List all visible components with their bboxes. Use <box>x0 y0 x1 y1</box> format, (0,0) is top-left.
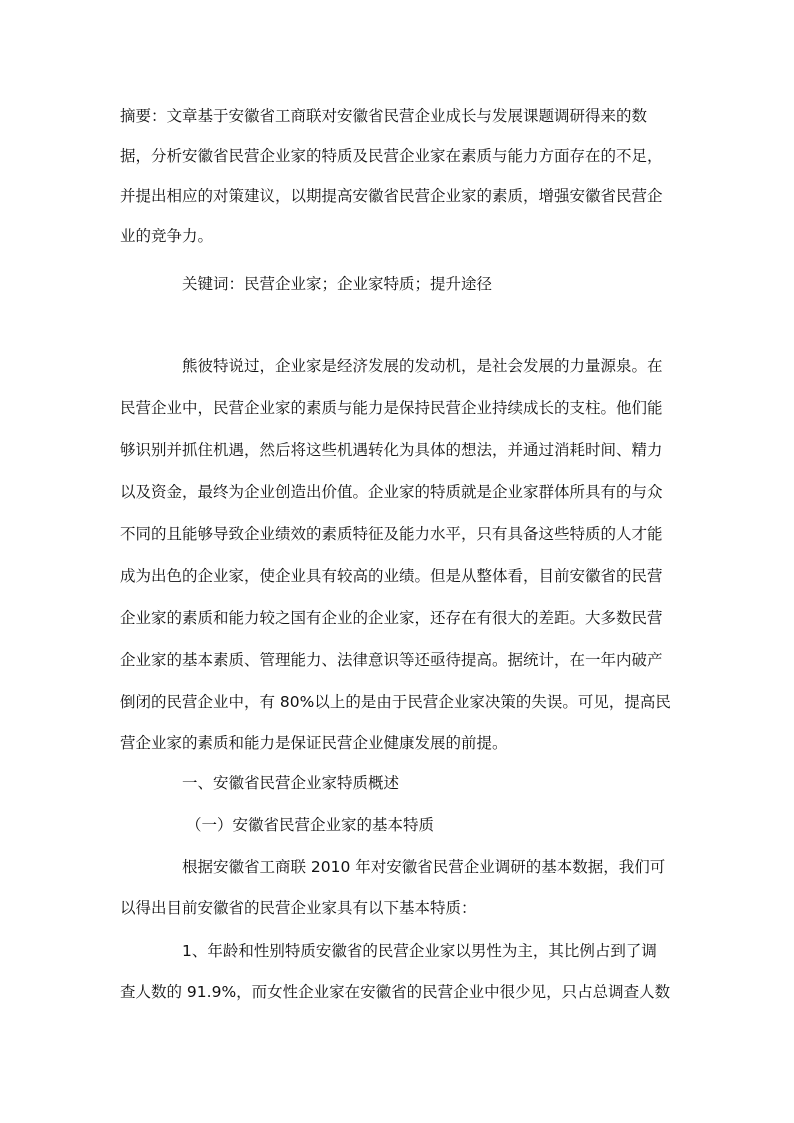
intro-line: 够识别并抓住机遇，然后将这些机遇转化为具体的想法，并通过消耗时间、精力 <box>120 441 663 459</box>
paragraph-line: 根据安徽省工商联 2010 年对安徽省民营企业调研的基本数据，我们可 <box>182 858 666 876</box>
abstract-line: 摘要：文章基于安徽省工商联对安徽省民营企业成长与发展课题调研得来的数 <box>120 107 648 125</box>
keywords: 关键词：民营企业家；企业家特质；提升途径 <box>182 275 493 293</box>
intro-line: 企业家的基本素质、管理能力、法律意识等还亟待提高。据统计，在一年内破产 <box>120 651 663 669</box>
intro-line: 倒闭的民营企业中，有 80%以上的是由于民营企业家决策的失误。可见，提高民 <box>120 693 671 711</box>
intro-line: 以及资金，最终为企业创造出价值。企业家的特质就是企业家群体所具有的与众 <box>120 483 663 501</box>
abstract-line: 业的竞争力。 <box>120 227 214 245</box>
intro-line: 成为出色的企业家，使企业具有较高的业绩。但是从整体看，目前安徽省的民营 <box>120 567 663 585</box>
intro-line: 企业家的素质和能力较之国有企业的企业家，还存在有很大的差距。大多数民营 <box>120 609 663 627</box>
intro-line: 不同的且能够导致企业绩效的素质特征及能力水平，只有具备这些特质的人才能 <box>120 525 663 543</box>
abstract-line: 并提出相应的对策建议，以期提高安徽省民营企业家的素质，增强安徽省民营企 <box>120 187 663 205</box>
paragraph-line: 查人数的 91.9%，而女性企业家在安徽省的民营企业中很少见，只占总调查人数 <box>120 983 671 1001</box>
subsection-heading: （一）安徽省民营企业家的基本特质 <box>186 816 435 834</box>
section-heading: 一、安徽省民营企业家特质概述 <box>182 774 400 792</box>
abstract-line: 据，分析安徽省民营企业家的特质及民营企业家在素质与能力方面存在的不足， <box>120 147 663 165</box>
intro-line: 熊彼特说过，企业家是经济发展的发动机，是社会发展的力量源泉。在 <box>182 357 663 375</box>
intro-line: 营企业家的素质和能力是保证民营企业健康发展的前提。 <box>120 734 508 752</box>
paragraph-line: 1、年龄和性别特质安徽省的民营企业家以男性为主，其比例占到了调 <box>182 942 657 960</box>
paragraph-line: 以得出目前安徽省的民营企业家具有以下基本特质： <box>120 899 477 917</box>
intro-line: 民营企业中，民营企业家的素质与能力是保持民营企业持续成长的支柱。他们能 <box>120 399 663 417</box>
